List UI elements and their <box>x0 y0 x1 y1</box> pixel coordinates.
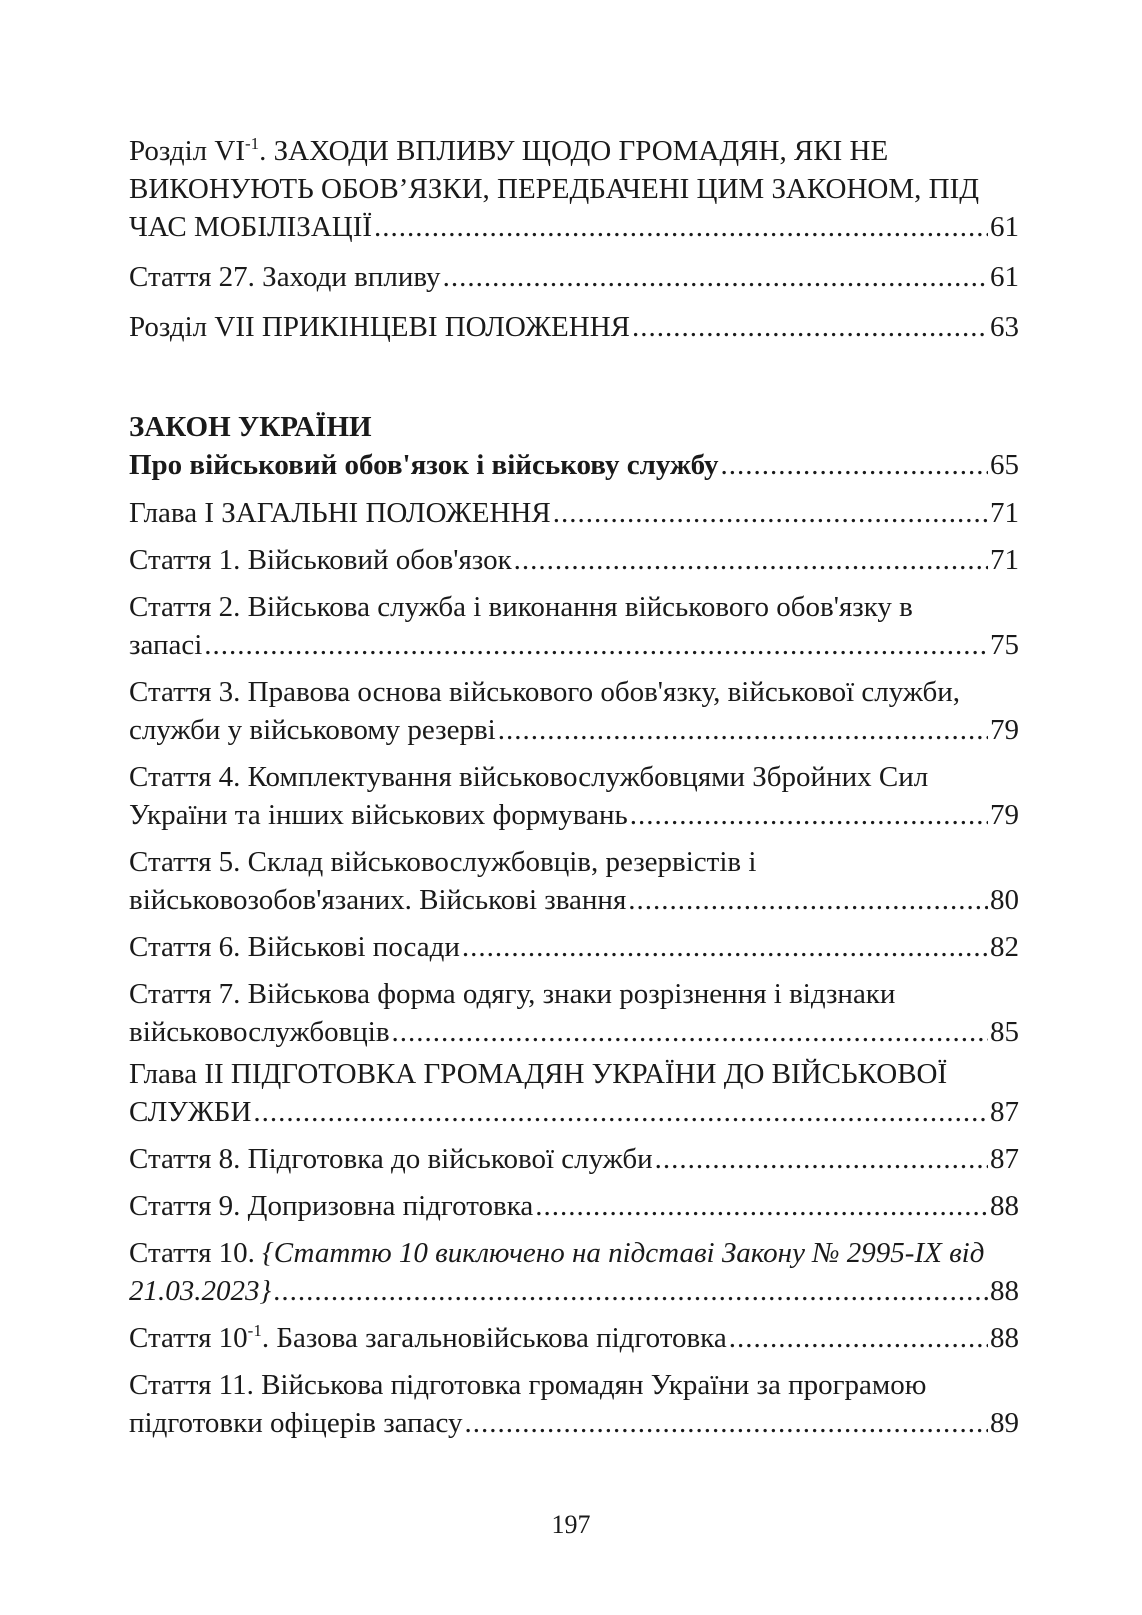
toc-entry-article-8[interactable] <box>129 1140 1019 1178</box>
toc-entry-article-10-1[interactable] <box>129 1319 1019 1357</box>
toc-page-number: 89 <box>990 1407 1019 1439</box>
toc-entry-article-6[interactable] <box>129 928 1019 966</box>
law-heading: ЗАКОН УКРАЇНИ <box>129 411 372 443</box>
dot-leader <box>465 1404 988 1442</box>
dot-leader <box>374 208 988 246</box>
toc-entry-article-9[interactable] <box>129 1187 1019 1225</box>
toc-entry-text: Стаття 4. Комплектування військовослужбовцями Збройних Сил <box>129 761 929 793</box>
toc-entry-text: Стаття 9. Допризовна підготовка <box>129 1190 534 1222</box>
law-subtitle: Про військовий обов'язок і військову службу <box>129 449 719 481</box>
dot-leader <box>392 1013 988 1051</box>
toc-entry-text: СЛУЖБИ <box>129 1096 252 1128</box>
toc-entry-chapter-ii[interactable] <box>129 1055 1019 1131</box>
toc-entry-text: Стаття 5. Склад військовослужбовців, резервістів і <box>129 846 757 878</box>
toc-entry-text: Стаття 6. Військові посади <box>129 931 460 963</box>
toc-entry-article-27[interactable] <box>129 258 1019 296</box>
toc-page-number: 63 <box>990 311 1019 343</box>
toc-entry-text: Розділ $VI^{-1}$. ЗАХОДИ ВПЛИВУ ЩОДО ГРОМАДЯН, ЯКІ НЕ <box>129 134 889 167</box>
toc-entry-text: Стаття 8. Підготовка до військової служби <box>129 1143 653 1175</box>
toc-page-number: 71 <box>990 497 1019 529</box>
dot-leader <box>655 1140 988 1178</box>
toc-page-number: 88 <box>990 1275 1019 1307</box>
toc-page-number: 61 <box>990 261 1019 293</box>
toc-entry-article-7[interactable] <box>129 975 1019 1051</box>
toc-entry-article-1[interactable] <box>129 541 1019 579</box>
toc-entry-article-10[interactable] <box>129 1234 1019 1310</box>
toc-entry-text: Стаття 27. Заходи впливу <box>129 261 441 293</box>
toc-page-number: 82 <box>990 931 1019 963</box>
toc-page-number: 79 <box>990 799 1019 831</box>
toc-entry-article-3[interactable] <box>129 673 1019 749</box>
dot-leader <box>514 541 988 579</box>
toc-entry-text: запасі <box>129 629 203 661</box>
toc-entry-article-4[interactable] <box>129 758 1019 834</box>
dot-leader <box>729 1319 988 1357</box>
toc-page-number: 87 <box>990 1096 1019 1128</box>
toc-entry-text: військовозобов'язаних. Військові звання <box>129 884 627 916</box>
toc-entry-text: Стаття 1. Військовий обов'язок <box>129 544 512 576</box>
toc-entry-text: Стаття 7. Військова форма одягу, знаки розрізнення і відзнаки <box>129 978 896 1010</box>
toc-entry-text: Стаття 3. Правова основа військового обов'язку, військової служби, <box>129 676 961 708</box>
toc-page-number: 87 <box>990 1143 1019 1175</box>
toc-page-number: 65 <box>990 449 1019 481</box>
law-block[interactable] <box>129 408 1019 484</box>
toc-page-number: 88 <box>990 1322 1019 1354</box>
toc-entry-text: військовослужбовців <box>129 1016 390 1048</box>
dot-leader <box>204 626 988 664</box>
dot-leader <box>535 1187 988 1225</box>
dot-leader <box>462 928 988 966</box>
toc-entry-article-5[interactable] <box>129 843 1019 919</box>
dot-leader <box>443 258 988 296</box>
toc-entry-text: Стаття $10^{-1}$. Базова загальновійськова підготовка <box>129 1321 727 1354</box>
toc-entry-section-vi-1[interactable] <box>129 132 1019 246</box>
toc-entry-text: Стаття 11. Військова підготовка громадян України за програмою <box>129 1369 927 1401</box>
dot-leader <box>721 446 988 484</box>
toc-page-number: 85 <box>990 1016 1019 1048</box>
toc-entry-text: служби у військовому резерві <box>129 714 496 746</box>
toc-entry-chapter-i[interactable] <box>129 494 1019 532</box>
toc-entry-section-vii[interactable] <box>129 308 1019 346</box>
toc-entry-text: Глава I ЗАГАЛЬНІ ПОЛОЖЕННЯ <box>129 497 551 529</box>
page-number: 197 <box>551 1510 591 1539</box>
toc-page-number: 61 <box>990 211 1019 243</box>
toc-entry-text: підготовки офіцерів запасу <box>129 1407 463 1439</box>
toc-entry-text: 21.03.2023} <box>129 1275 272 1307</box>
dot-leader <box>253 1093 988 1131</box>
toc-entry-text: Стаття 10. {Статтю 10 виключено на підставі Закону № 2995-IX від <box>129 1237 985 1269</box>
toc-entry-article-11[interactable] <box>129 1366 1019 1442</box>
toc-page-number: 71 <box>990 544 1019 576</box>
dot-leader <box>630 796 988 834</box>
toc-entry-article-2[interactable] <box>129 588 1019 664</box>
toc-entry-text: ВИКОНУЮТЬ ОБОВ’ЯЗКИ, ПЕРЕДБАЧЕНІ ЦИМ ЗАКОНОМ, ПІД <box>129 173 980 205</box>
toc-entry-text: Глава II ПІДГОТОВКА ГРОМАДЯН УКРАЇНИ ДО ВІЙСЬКОВОЇ <box>129 1058 948 1090</box>
dot-leader <box>632 308 988 346</box>
toc-entry-text: Розділ VII ПРИКІНЦЕВІ ПОЛОЖЕННЯ <box>129 311 631 343</box>
toc-page-number: 80 <box>990 884 1019 916</box>
dot-leader <box>553 494 988 532</box>
toc-entry-text: України та інших військових формувань <box>129 799 628 831</box>
toc-page-number: 79 <box>990 714 1019 746</box>
toc-entry-text: Стаття 2. Військова служба і виконання військового обов'язку в <box>129 591 913 623</box>
dot-leader <box>628 881 988 919</box>
toc-page-number: 75 <box>990 629 1019 661</box>
dot-leader <box>273 1272 988 1310</box>
table-of-contents <box>129 132 1019 1442</box>
dot-leader <box>498 711 988 749</box>
toc-entry-text: ЧАС МОБІЛІЗАЦІЇ <box>129 211 373 243</box>
toc-page-number: 88 <box>990 1190 1019 1222</box>
